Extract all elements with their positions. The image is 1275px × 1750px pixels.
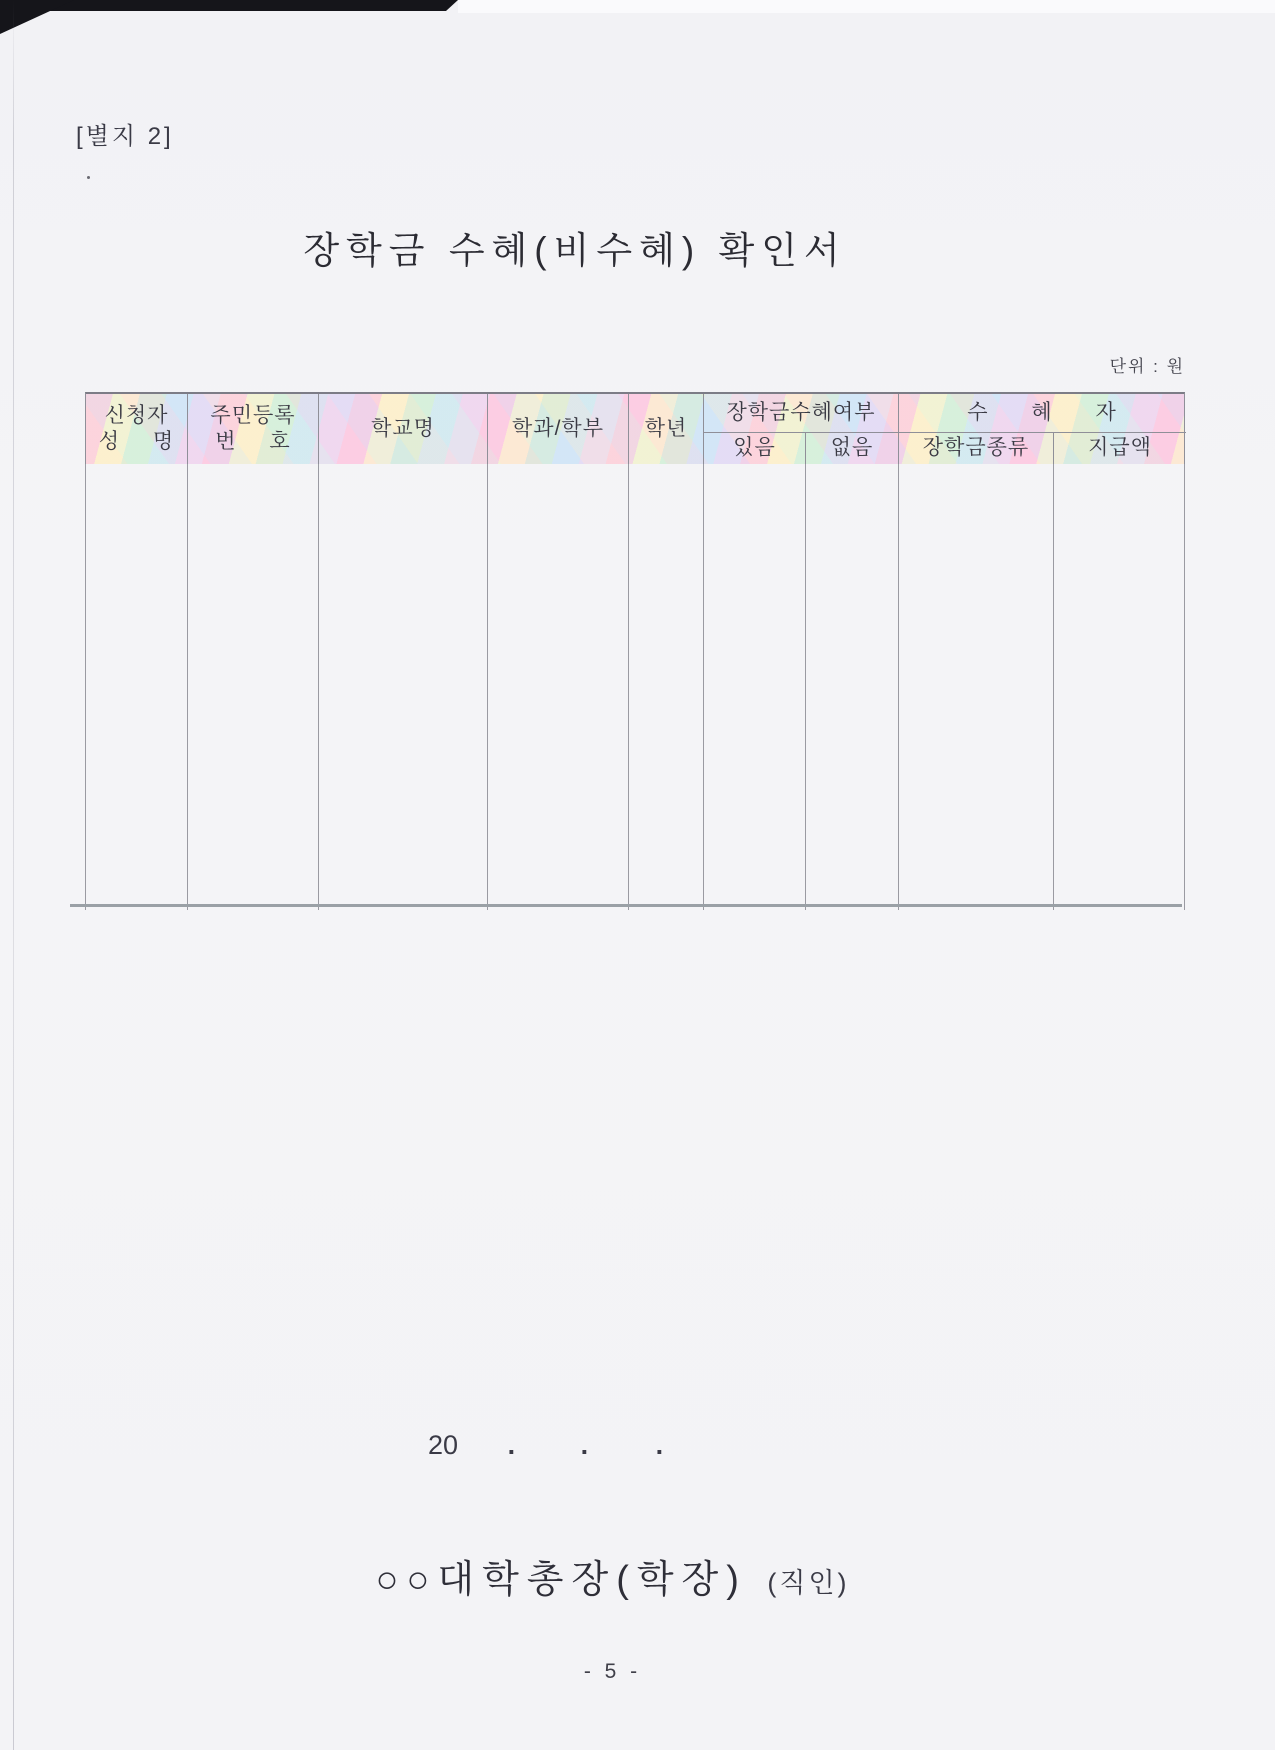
table-bottom-rule <box>70 904 1182 907</box>
body-cell-scholarship-type <box>899 464 1054 910</box>
scan-speck <box>87 176 90 179</box>
header-benefit-no: 없음 <box>806 432 899 464</box>
header-school-name: 학교명 <box>319 394 488 464</box>
unit-note: 단위 : 원 <box>1109 357 1185 376</box>
header-beneficiary-group: 수 혜 자 <box>967 400 1118 424</box>
signature-issuer: ○○대학총장(학장) <box>375 1559 747 1601</box>
header-department: 학과/학부 <box>488 394 629 464</box>
date-year-prefix: 20 <box>428 1430 459 1460</box>
body-cell-resident-number <box>188 464 319 910</box>
header-resident-number <box>188 394 319 464</box>
header-applicant-name <box>86 394 188 464</box>
body-cell-grade <box>629 464 704 910</box>
attachment-label: [별지 2] <box>76 123 174 150</box>
header-applicant-line1: 신청자 <box>104 403 169 427</box>
body-cell-benefit-no <box>806 464 899 910</box>
header-benefit-yes: 있음 <box>704 432 806 464</box>
header-scholarship-type: 장학금종류 <box>899 432 1054 464</box>
header-benefit-status-group: 장학금수혜여부 <box>704 394 899 432</box>
date-line <box>428 1430 663 1461</box>
date-dot-2: . <box>580 1430 589 1460</box>
scan-light-band <box>458 0 1275 13</box>
body-cell-department <box>488 464 629 910</box>
page-title: 장학금 수혜(비수혜) 확인서 <box>303 230 847 271</box>
signature-seal-note: (직인) <box>767 1568 850 1598</box>
header-payment-amount: 지급액 <box>1054 432 1186 464</box>
body-cell-payment-amount <box>1054 464 1186 910</box>
header-grade: 학년 <box>629 394 704 464</box>
table-header <box>85 392 1185 464</box>
body-cell-applicant <box>86 464 188 910</box>
scholarship-table <box>85 392 1185 910</box>
date-dot-3: . <box>655 1430 664 1460</box>
body-cell-school <box>319 464 488 910</box>
header-resident-line1: 주민등록 <box>210 403 296 427</box>
page-number: - 5 - <box>583 1660 642 1683</box>
header-resident-line2: 번 호 <box>215 430 291 453</box>
table-body <box>85 464 1185 910</box>
date-dot-1: . <box>507 1430 516 1460</box>
signature-line <box>0 1548 1225 1603</box>
header-applicant-line2: 성 명 <box>98 430 175 453</box>
body-cell-benefit-yes <box>704 464 806 910</box>
